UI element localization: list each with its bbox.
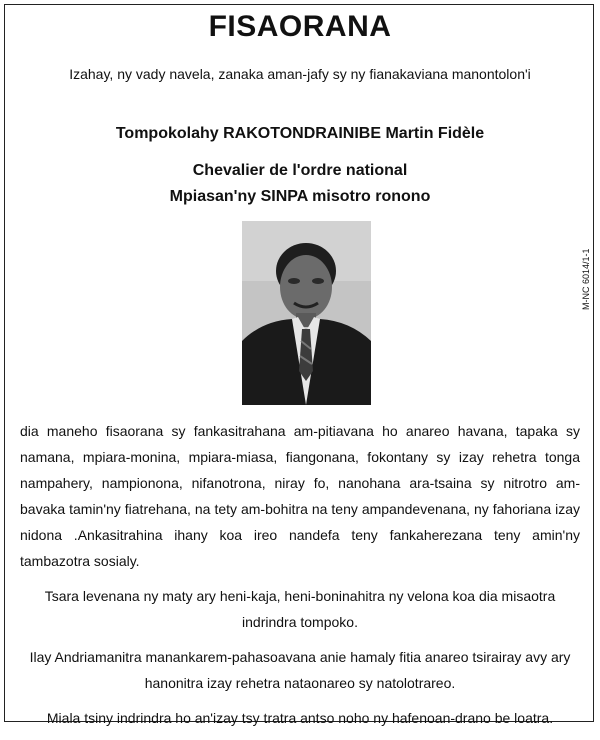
paragraph-thanks: dia maneho fisaorana sy fankasitrahana am-pitiavana ho anareo havana, tapaka sy namana, mpiara-monina, mpiara-miasa, fiangonana, fokontany sy izay rehetra tonga nampahery, nampionona, nifanotrona, niray fo, nanohana ara-tsaina sy nitrotro am-bavaka tamin'ny fiatrehana, na tety am-bohitra na teny ampandevenana, ny fahoriana izay nidona .Ankasitrahina ihany koa ireo nandefa teny fankaherezana teny amin'ny tambazotra sosialy.	[20, 423, 580, 569]
reference-code: M-NC 6014/1-1	[581, 248, 591, 310]
paragraph-apology: Miala tsiny indrindra ho an'izay tsy tratra antso noho ny hafenoan-drano be loatra.	[46, 710, 554, 726]
deceased-name: Tompokolahy RAKOTONDRAINIBE Martin Fidèle	[115, 125, 485, 142]
notice-body	[20, 418, 580, 740]
paragraph-blessing: Tsara levenana ny maty ary heni-kaja, heni-boninahitra ny velona koa dia misaotra indrindra tompoko.	[44, 588, 556, 630]
notice-title: FISAORANA	[208, 10, 392, 43]
portrait-photo	[242, 221, 371, 405]
deceased-title-2: Mpiasan'ny SINPA misotro ronono	[169, 188, 431, 205]
deceased-title-1: Chevalier de l'ordre national	[192, 162, 408, 179]
paragraph-prayer: Ilay Andriamanitra manankarem-pahasoavana anie hamaly fitia anareo tsirairay avy ary hanonitra izay rehetra nataonareo sy natolotrareo.	[29, 649, 571, 691]
intro-text: Izahay, ny vady navela, zanaka aman-jafy sy ny fianakaviana manontolon'i	[69, 66, 531, 82]
portrait-illustration	[242, 221, 371, 405]
